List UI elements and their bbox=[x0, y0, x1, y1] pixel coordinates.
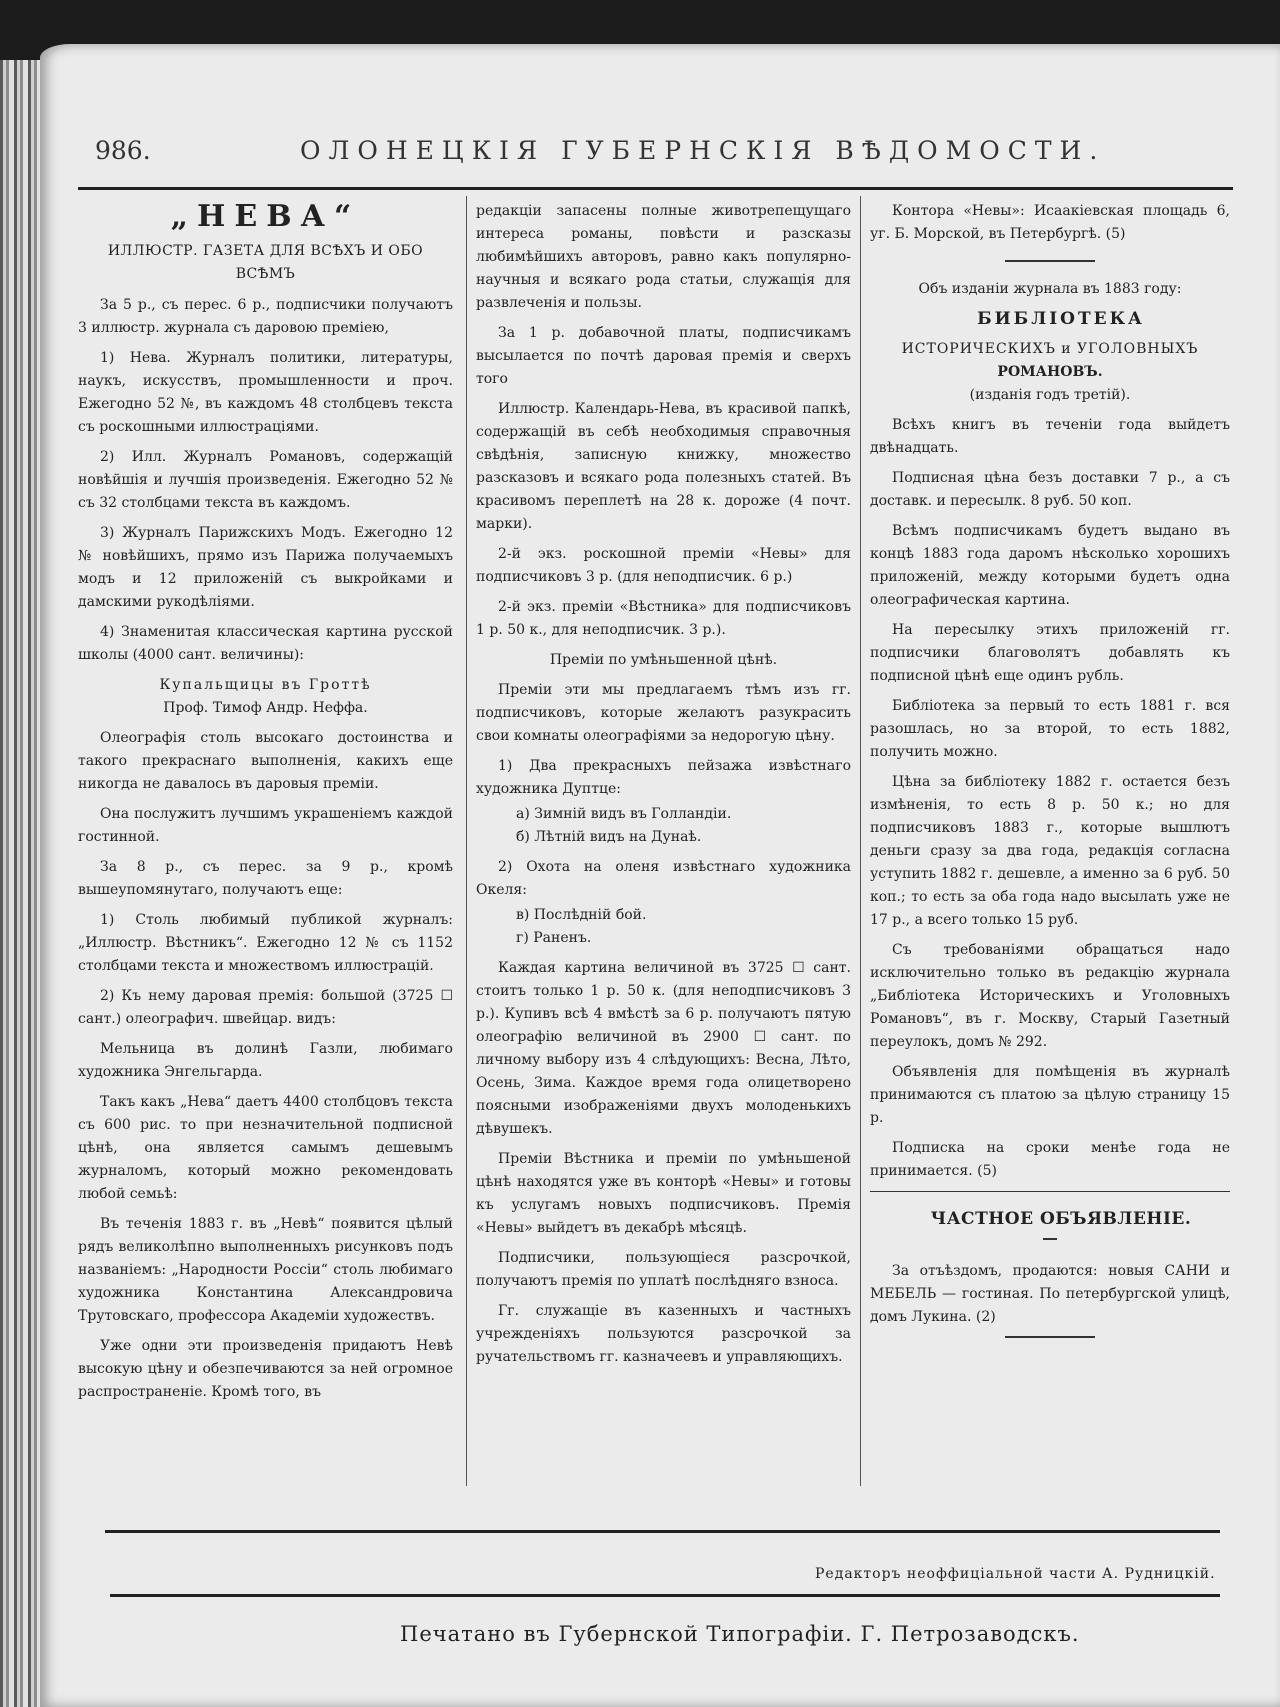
paragraph: За 8 р., съ перес. за 9 р., кромѣ вышеупомянутаго, получаютъ еще: bbox=[78, 859, 453, 898]
paragraph: Преміи Вѣстника и преміи по умѣньшеной цѣнѣ находятся уже въ конторѣ «Невы» и готовы къ услугамъ новыхъ подписчиковъ. Премія «Невы» выйдетъ въ декабрѣ мѣсяцѣ. bbox=[476, 1151, 851, 1236]
paragraph: Въ теченія 1883 г. въ „Невѣ“ появится цѣлый рядъ великолѣпно выполненныхъ рисунковъ подъ названіемъ: „Народности Россіи“ столь любимаго художника Константина Александровича Трутовскаго, профессора Академіи художествъ. bbox=[78, 1216, 453, 1324]
column-divider-right bbox=[860, 196, 861, 1486]
section-heading: Преміи по умѣньшенной цѣнѣ. bbox=[549, 652, 778, 668]
paragraph: Подписка на сроки менѣе года не принимается. (5) bbox=[870, 1140, 1230, 1179]
paragraph: 1) Два прекрасныхъ пейзажа извѣстнаго художника Дуптце: bbox=[476, 758, 851, 797]
paragraph: Преміи эти мы предлагаемъ тѣмъ изъ гг. подписчиковъ, которые желаютъ разукрасить свои комнаты олеографіями за недорогую цѣну. bbox=[476, 682, 851, 744]
paragraph: Такъ какъ „Нева“ даетъ 4400 столбцовъ текста съ 600 рис. то при незначительной подписной цѣнѣ, она является самымъ дешевымъ журналомъ, который можно рекомендовать любой семьѣ: bbox=[78, 1094, 453, 1202]
paragraph: 3) Журналъ Парижскихъ Модъ. Ежегодно 12 № новѣйшихъ, прямо изъ Парижа получаемыхъ модъ и 12 приложеній съ выкройками и дамскими рукодѣліями. bbox=[78, 525, 453, 610]
paragraph: 1) Столь любимый публикой журналъ: „Иллюстр. Вѣстникъ“. Ежегодно 12 № съ 1152 столбцами текста и множествомъ иллюстрацій. bbox=[78, 912, 453, 974]
paragraph: Контора «Невы»: Исаакіевская площадь 6, уг. Б. Морской, въ Петербургѣ. (5) bbox=[870, 203, 1230, 242]
paragraph: За 1 р. добавочной платы, подписчикамъ высылается по почтѣ даровая премія и сверхъ того bbox=[476, 325, 851, 387]
page-number: 986. bbox=[95, 136, 151, 165]
paragraph: редакціи запасены полные животрепещущаго интереса романы, повѣсти и разсказы любимѣйшихъ авторовъ, равно какъ популярно-научныя и всякаго рода статьи, служащія для развлеченія и пользы. bbox=[476, 203, 851, 311]
paragraph: Олеографія столь высокаго достоинства и такого прекраснаго выполненія, какихъ еще никогда не давалось въ даровыя преміи. bbox=[78, 730, 453, 792]
painting-title: Купальщицы въ Гроттѣ bbox=[159, 677, 372, 693]
neva-title: „НЕВА“ bbox=[170, 199, 361, 234]
book-binding bbox=[0, 60, 44, 1707]
section-rule bbox=[1005, 260, 1095, 262]
paragraph: За отъѣздомъ, продаются: новыя САНИ и МЕБЕЛЬ — гостиная. По петербургской улицѣ, домъ Лукина. (2) bbox=[870, 1263, 1230, 1325]
neva-subtitle: ИЛЛЮСТР. ГАЗЕТА ДЛЯ ВСѢХЪ И ОБО ВСѢМЪ bbox=[107, 243, 424, 282]
list-item: в) Послѣдній бой. bbox=[516, 907, 647, 923]
footer-rule-top bbox=[105, 1530, 1220, 1533]
paragraph: Она послужитъ лучшимъ украшеніемъ каждой гостинной. bbox=[78, 806, 453, 845]
biblioteka-subtitle: ИСТОРИЧЕСКИХЪ и УГОЛОВНЫХЪ bbox=[901, 341, 1199, 357]
paragraph: За 5 р., съ перес. 6 р., подписчики получаютъ 3 иллюстр. журнала съ даровою преміею, bbox=[78, 297, 453, 336]
paragraph: На пересылку этихъ приложеній гг. подписчики благоволятъ добавлять къ подписной цѣнѣ еще одинъ рубль. bbox=[870, 622, 1230, 684]
list-item: а) Зимній видъ въ Голландіи. bbox=[516, 806, 732, 822]
edition-year: (изданія годъ третій). bbox=[969, 387, 1131, 403]
editor-credit: Редакторъ неоффиціальной части А. Рудницкій. bbox=[815, 1566, 1216, 1582]
paragraph: Иллюстр. Календарь-Нева, въ красивой папкѣ, содержащій въ себѣ необходимыя справочныя свѣдѣнія, записную книжку, множество разсказовъ и всякаго рода полезныхъ статей. Въ красивомъ переплетѣ на 28 к. дороже (4 почт. марки). bbox=[476, 401, 851, 532]
section-rule bbox=[1005, 1336, 1095, 1338]
paragraph: Уже одни эти произведенія придаютъ Невѣ высокую цѣну и обезпечиваются за ней огромное распространеніе. Кромѣ того, въ bbox=[78, 1338, 453, 1400]
page-header bbox=[95, 132, 1105, 172]
painting-author: Проф. Тимоф Андр. Неффа. bbox=[163, 700, 368, 716]
paragraph: Объявленія для помѣщенія въ журналѣ принимаются съ платою за цѣлую страницу 15 р. bbox=[870, 1064, 1230, 1126]
paragraph: 2-й экз. преміи «Вѣстника» для подписчиковъ 1 р. 50 к., для неподписчик. 3 р.). bbox=[476, 599, 851, 638]
paragraph: 4) Знаменитая классическая картина русской школы (4000 сант. величины): bbox=[78, 624, 453, 663]
paragraph: Мельница въ долинѣ Газли, любимаго художника Энгельгарда. bbox=[78, 1041, 453, 1080]
paragraph: Гг. служащіе въ казенныхъ и частныхъ учрежденіяхъ пользуются разсрочкой за ручательствомъ гг. казначеевъ и управляющихъ. bbox=[476, 1303, 851, 1365]
biblioteka-title: БИБЛІОТЕКА bbox=[977, 309, 1145, 329]
private-ad-title: ЧАСТНОЕ ОБЪЯВЛЕНІЕ. bbox=[930, 1209, 1192, 1229]
list-item: б) Лѣтній видъ на Дунаѣ. bbox=[516, 829, 702, 845]
paragraph: 2-й экз. роскошной преміи «Невы» для подписчиковъ 3 р. (для неподписчик. 6 р.) bbox=[476, 546, 851, 585]
biblioteka-romanov: РОМАНОВЪ. bbox=[997, 364, 1103, 380]
footer-rule-middle bbox=[110, 1594, 1220, 1597]
announcement-intro: Объ изданіи журнала въ 1883 году: bbox=[918, 281, 1182, 297]
paragraph: Подписная цѣна безъ доставки 7 р., а съ доставк. и пересылк. 8 руб. 50 коп. bbox=[870, 470, 1230, 509]
paragraph: 2) Къ нему даровая премія: большой (3725 ☐ сант.) олеографич. швейцар. видъ: bbox=[78, 988, 453, 1027]
paragraph: Каждая картина величиной въ 3725 ☐ сант. стоитъ только 1 р. 50 к. (для неподписчиковъ 3 р.). Купивъ всѣ 4 вмѣстѣ за 6 р. получаютъ пятую олеографію величиной въ 2900 ☐ сант. по личному выбору изъ 4 слѣдующихъ: Весна, Лѣто, Осень, Зима. Каждое время года олицетворено поясными изображеніями двухъ молоденькихъ дѣвушекъ. bbox=[476, 960, 851, 1137]
paragraph: Съ требованіями обращаться надо исключительно только въ редакцію журнала „Библіотека Историческихъ и Уголовныхъ Романовъ“, въ г. Москву, Старый Газетный переулокъ, домъ № 292. bbox=[870, 942, 1230, 1050]
dash-ornament bbox=[1043, 1238, 1057, 1240]
newspaper-title: ОЛОНЕЦКІЯ ГУБЕРНСКІЯ ВѢДОМОСТИ. bbox=[300, 136, 1106, 165]
paragraph: 2) Илл. Журналъ Романовъ, содержащій новѣйшія и лучшія произведенія. Ежегодно 52 № съ 32 столбцами текста въ каждомъ. bbox=[78, 449, 453, 511]
column-divider-left bbox=[466, 196, 467, 1486]
paragraph: Библіотека за первый то есть 1881 г. вся разошлась, но за второй, то есть 1882, получить можно. bbox=[870, 698, 1230, 760]
paragraph: Всѣмъ подписчикамъ будетъ выдано въ концѣ 1883 года даромъ нѣсколько хорошихъ приложеній, между которыми будетъ одна олеографическая картина. bbox=[870, 523, 1230, 608]
paragraph: Цѣна за библіотеку 1882 г. остается безъ измѣненія, то есть 8 р. 50 к.; но для подписчиковъ 1883 г., которые вышлютъ деньги сразу за два года, редакція согласна уступить 1882 г. дешевле, а именно за 6 руб. 50 коп.; то есть за оба года надо высылать уже не 17 р., а всего только 15 руб. bbox=[870, 774, 1230, 928]
section-rule bbox=[870, 1191, 1230, 1192]
printer-credit: Печатано въ Губернской Типографіи. Г. Петрозаводскъ. bbox=[400, 1622, 1080, 1646]
column-1 bbox=[78, 196, 453, 1411]
paragraph: Подписчики, пользующіеся разсрочкой, получаютъ премія по уплатѣ послѣдняго взноса. bbox=[476, 1250, 851, 1289]
list-item: г) Раненъ. bbox=[516, 930, 592, 946]
paragraph: Всѣхъ книгъ въ теченіи года выйдетъ двѣнадцать. bbox=[870, 417, 1230, 456]
column-2 bbox=[476, 200, 851, 1376]
paragraph: 2) Охота на оленя извѣстнаго художника Океля: bbox=[476, 859, 851, 898]
header-rule bbox=[78, 187, 1233, 190]
column-3 bbox=[870, 200, 1230, 1354]
paragraph: 1) Нева. Журналъ политики, литературы, наукъ, искусствъ, промышленности и проч. Ежегодно 52 №, въ каждомъ 48 столбцевъ текста съ роскошными иллюстраціями. bbox=[78, 350, 453, 435]
